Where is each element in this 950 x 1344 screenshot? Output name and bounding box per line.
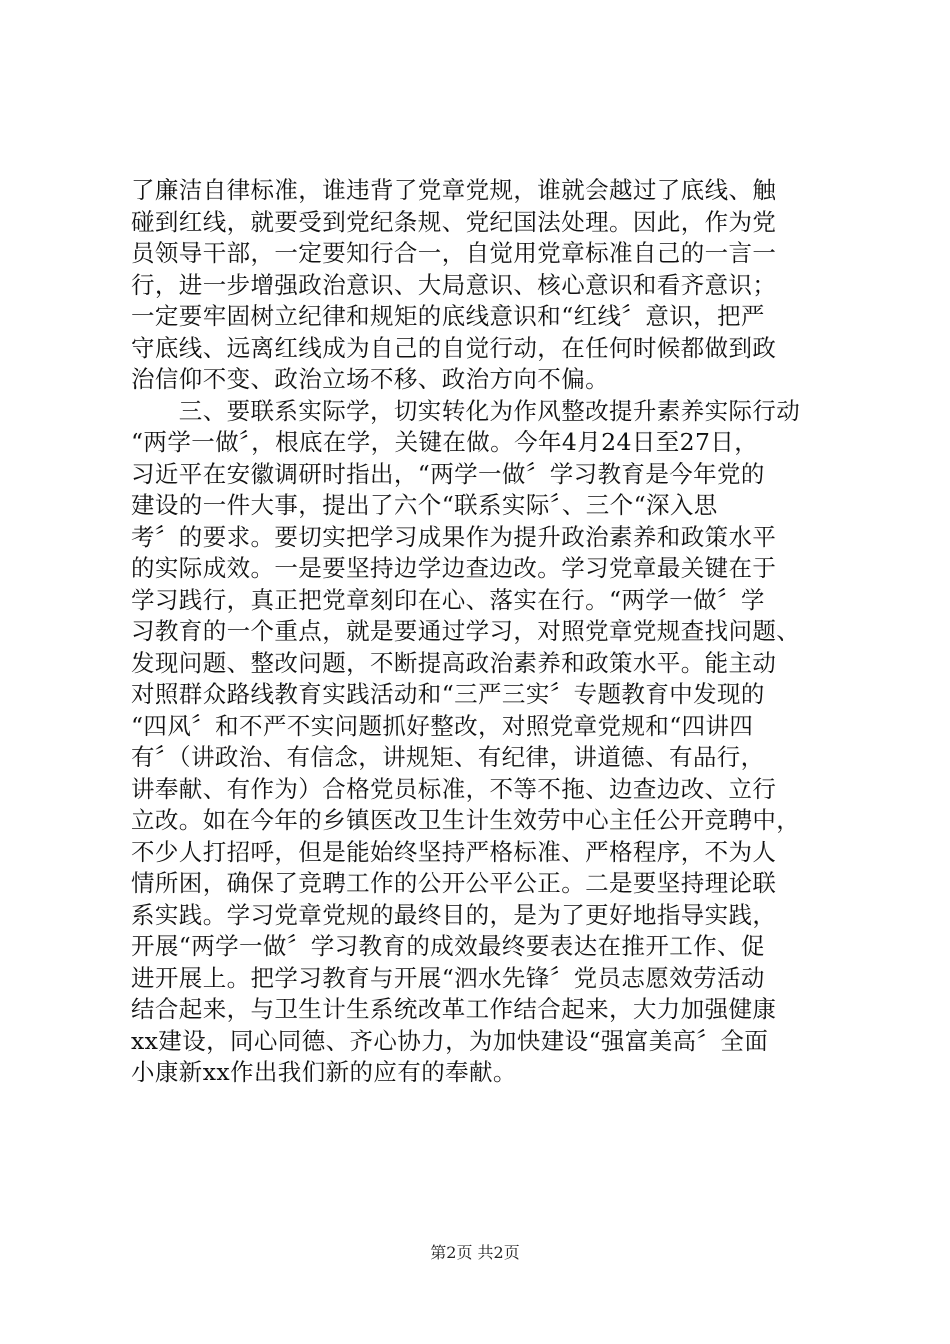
text-line: 情所困，确保了竞聘工作的公开公平公正。二是要坚持理论联 [131, 869, 777, 897]
text-line: 进开展上。把学习教育与开展“泗水先锋〞党员志愿效劳活动 [131, 963, 765, 992]
text-line: 结合起来，与卫生计生系统改革工作结合起来，大力加强健康 [131, 995, 777, 1023]
body-text [131, 175, 831, 1089]
text-line: 对照群众路线教育实践活动和“三严三实〞专题教育中发现的 [131, 680, 765, 708]
text-line: 三、要联系实际学，切实转化为作风整改提升素养实际行动 [131, 396, 801, 425]
text-line: 守底线、远离红线成为自己的自觉行动，在任何时候都做到政 [131, 333, 777, 362]
text-line: 系实践。学习党章党规的最终目的，是为了更好地指导实践， [131, 900, 777, 929]
text-line: 习近平在安徽调研时指出，“两学一做〞学习教育是今年党的 [131, 459, 765, 488]
text-line: 习教育的一个重点，就是要通过学习，对照党章党规查找问题、 [131, 617, 801, 645]
text-line: 了廉洁自律标准，谁违背了党章党规，谁就会越过了底线、触 [131, 176, 777, 204]
text-line: xx建设，同心同德、齐心协力，为加快建设“强富美高〞全面 [131, 1026, 769, 1055]
text-line: 有〞（讲政治、有信念，讲规矩、有纪律，讲道德、有品行， [131, 743, 765, 771]
text-line: 学习践行，真正把党章刻印在心、落实在行。“两学一做〞学 [131, 585, 765, 614]
page-footer: 第2页 共2页 [430, 1243, 520, 1262]
text-line: 一定要牢固树立纪律和规矩的底线意识和“红线〞意识，把严 [131, 302, 765, 330]
text-line: 发现问题、整改问题，不断提高政治素养和政策水平。能主动 [131, 648, 777, 677]
text-line: 小康新xx作出我们新的应有的奉献。 [131, 1058, 517, 1086]
text-line: 治信仰不变、政治立场不移、政治方向不偏。 [131, 365, 609, 393]
text-line: 立改。如在今年的乡镇医改卫生计生效劳中心主任公开竞聘中， [131, 806, 801, 834]
text-line: 讲奉献、有作为）合格党员标准，不等不拖、边查边改、立行 [131, 774, 777, 803]
text-line: 考〞的要求。要切实把学习成果作为提升政治素养和政策水平 [131, 522, 777, 551]
text-line: 不少人打招呼，但是能始终坚持严格标准、严格程序，不为人 [131, 837, 777, 866]
text-line: 行，进一步增强政治意识、大局意识、核心意识和看齐意识； [131, 270, 777, 299]
text-line: 员领导干部，一定要知行合一，自觉用党章标准自己的一言一 [131, 239, 777, 267]
text-line: 的实际成效。一是要坚持边学边查边改。学习党章最关键在于 [131, 554, 777, 582]
text-line: “两学一做〞，根底在学，关键在做。今年4月24日至27日， [131, 428, 759, 456]
text-line: 建设的一件大事，提出了六个“联系实际〞、三个“深入思 [131, 491, 718, 519]
text-line: “四风〞和不严不实问题抓好整改，对照党章党规和“四讲四 [131, 711, 754, 740]
text-line: 开展“两学一做〞学习教育的成效最终要表达在推开工作、促 [131, 932, 765, 960]
text-line: 碰到红线，就要受到党纪条规、党纪国法处理。因此，作为党 [131, 207, 777, 236]
